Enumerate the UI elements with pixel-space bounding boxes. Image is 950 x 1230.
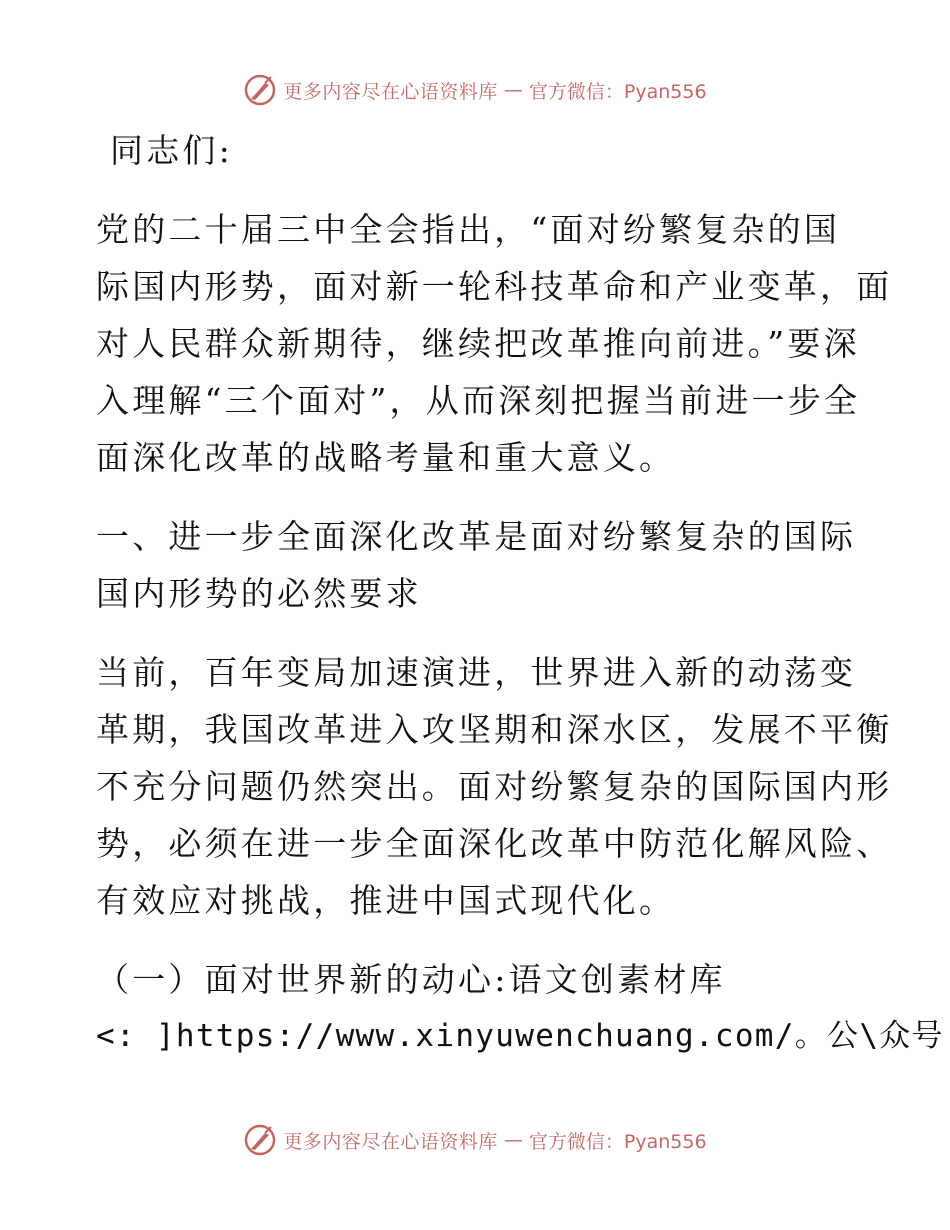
source-url-line: <: ]https://www.xinyuwenchuang.com/。公\众号 — [96, 1018, 944, 1054]
quill-logo-icon — [243, 1123, 277, 1157]
paragraph-context — [96, 644, 893, 929]
text-line: 当前，百年变局加速演进，世界进入新的动荡变 — [96, 653, 857, 692]
document-body — [96, 122, 944, 1065]
watermark-header — [0, 70, 950, 110]
text-line: 不充分问题仍然突出。面对纷繁复杂的国际国内形 — [96, 767, 893, 806]
quill-logo-icon — [243, 73, 277, 107]
watermark-wechat: 官方微信：Pyan556 — [528, 80, 707, 103]
text-line: 面深化改革的战略考量和重大意义。 — [96, 438, 676, 477]
paragraph-intro — [96, 201, 893, 486]
text-line: 有效应对挑战，推进中国式现代化。 — [96, 881, 676, 920]
greeting: 同志们: — [110, 131, 233, 170]
watermark-wechat: 官方微信：Pyan556 — [528, 1130, 707, 1153]
text-line: 对人民群众新期待，继续把改革推向前进。”要深 — [96, 324, 860, 363]
text-line: 党的二十届三中全会指出，“面对纷繁复杂的国 — [96, 210, 841, 249]
subsection-heading — [96, 951, 944, 1065]
watermark-text: 更多内容尽在心语资料库 — [283, 1130, 498, 1153]
watermark-dash: — — [503, 79, 523, 101]
text-line: 革期，我国改革进入攻坚期和深水区，发展不平衡 — [96, 710, 893, 749]
watermark-text: 更多内容尽在心语资料库 — [283, 80, 498, 103]
watermark-footer — [0, 1120, 950, 1160]
text-line: （一）面对世界新的动心:语文创素材库 — [96, 960, 726, 999]
section-heading — [96, 508, 856, 622]
text-line: 国内形势的必然要求 — [96, 574, 422, 613]
text-line: 一、进一步全面深化改革是面对纷繁复杂的国际 — [96, 517, 857, 556]
text-line: 势，必须在进一步全面深化改革中防范化解风险、 — [96, 824, 893, 863]
text-line: 际国内形势，面对新一轮科技革命和产业变革，面 — [96, 267, 893, 306]
watermark-dash: — — [503, 1129, 523, 1151]
text-line: 入理解“三个面对”，从而深刻把握当前进一步全 — [96, 381, 861, 420]
